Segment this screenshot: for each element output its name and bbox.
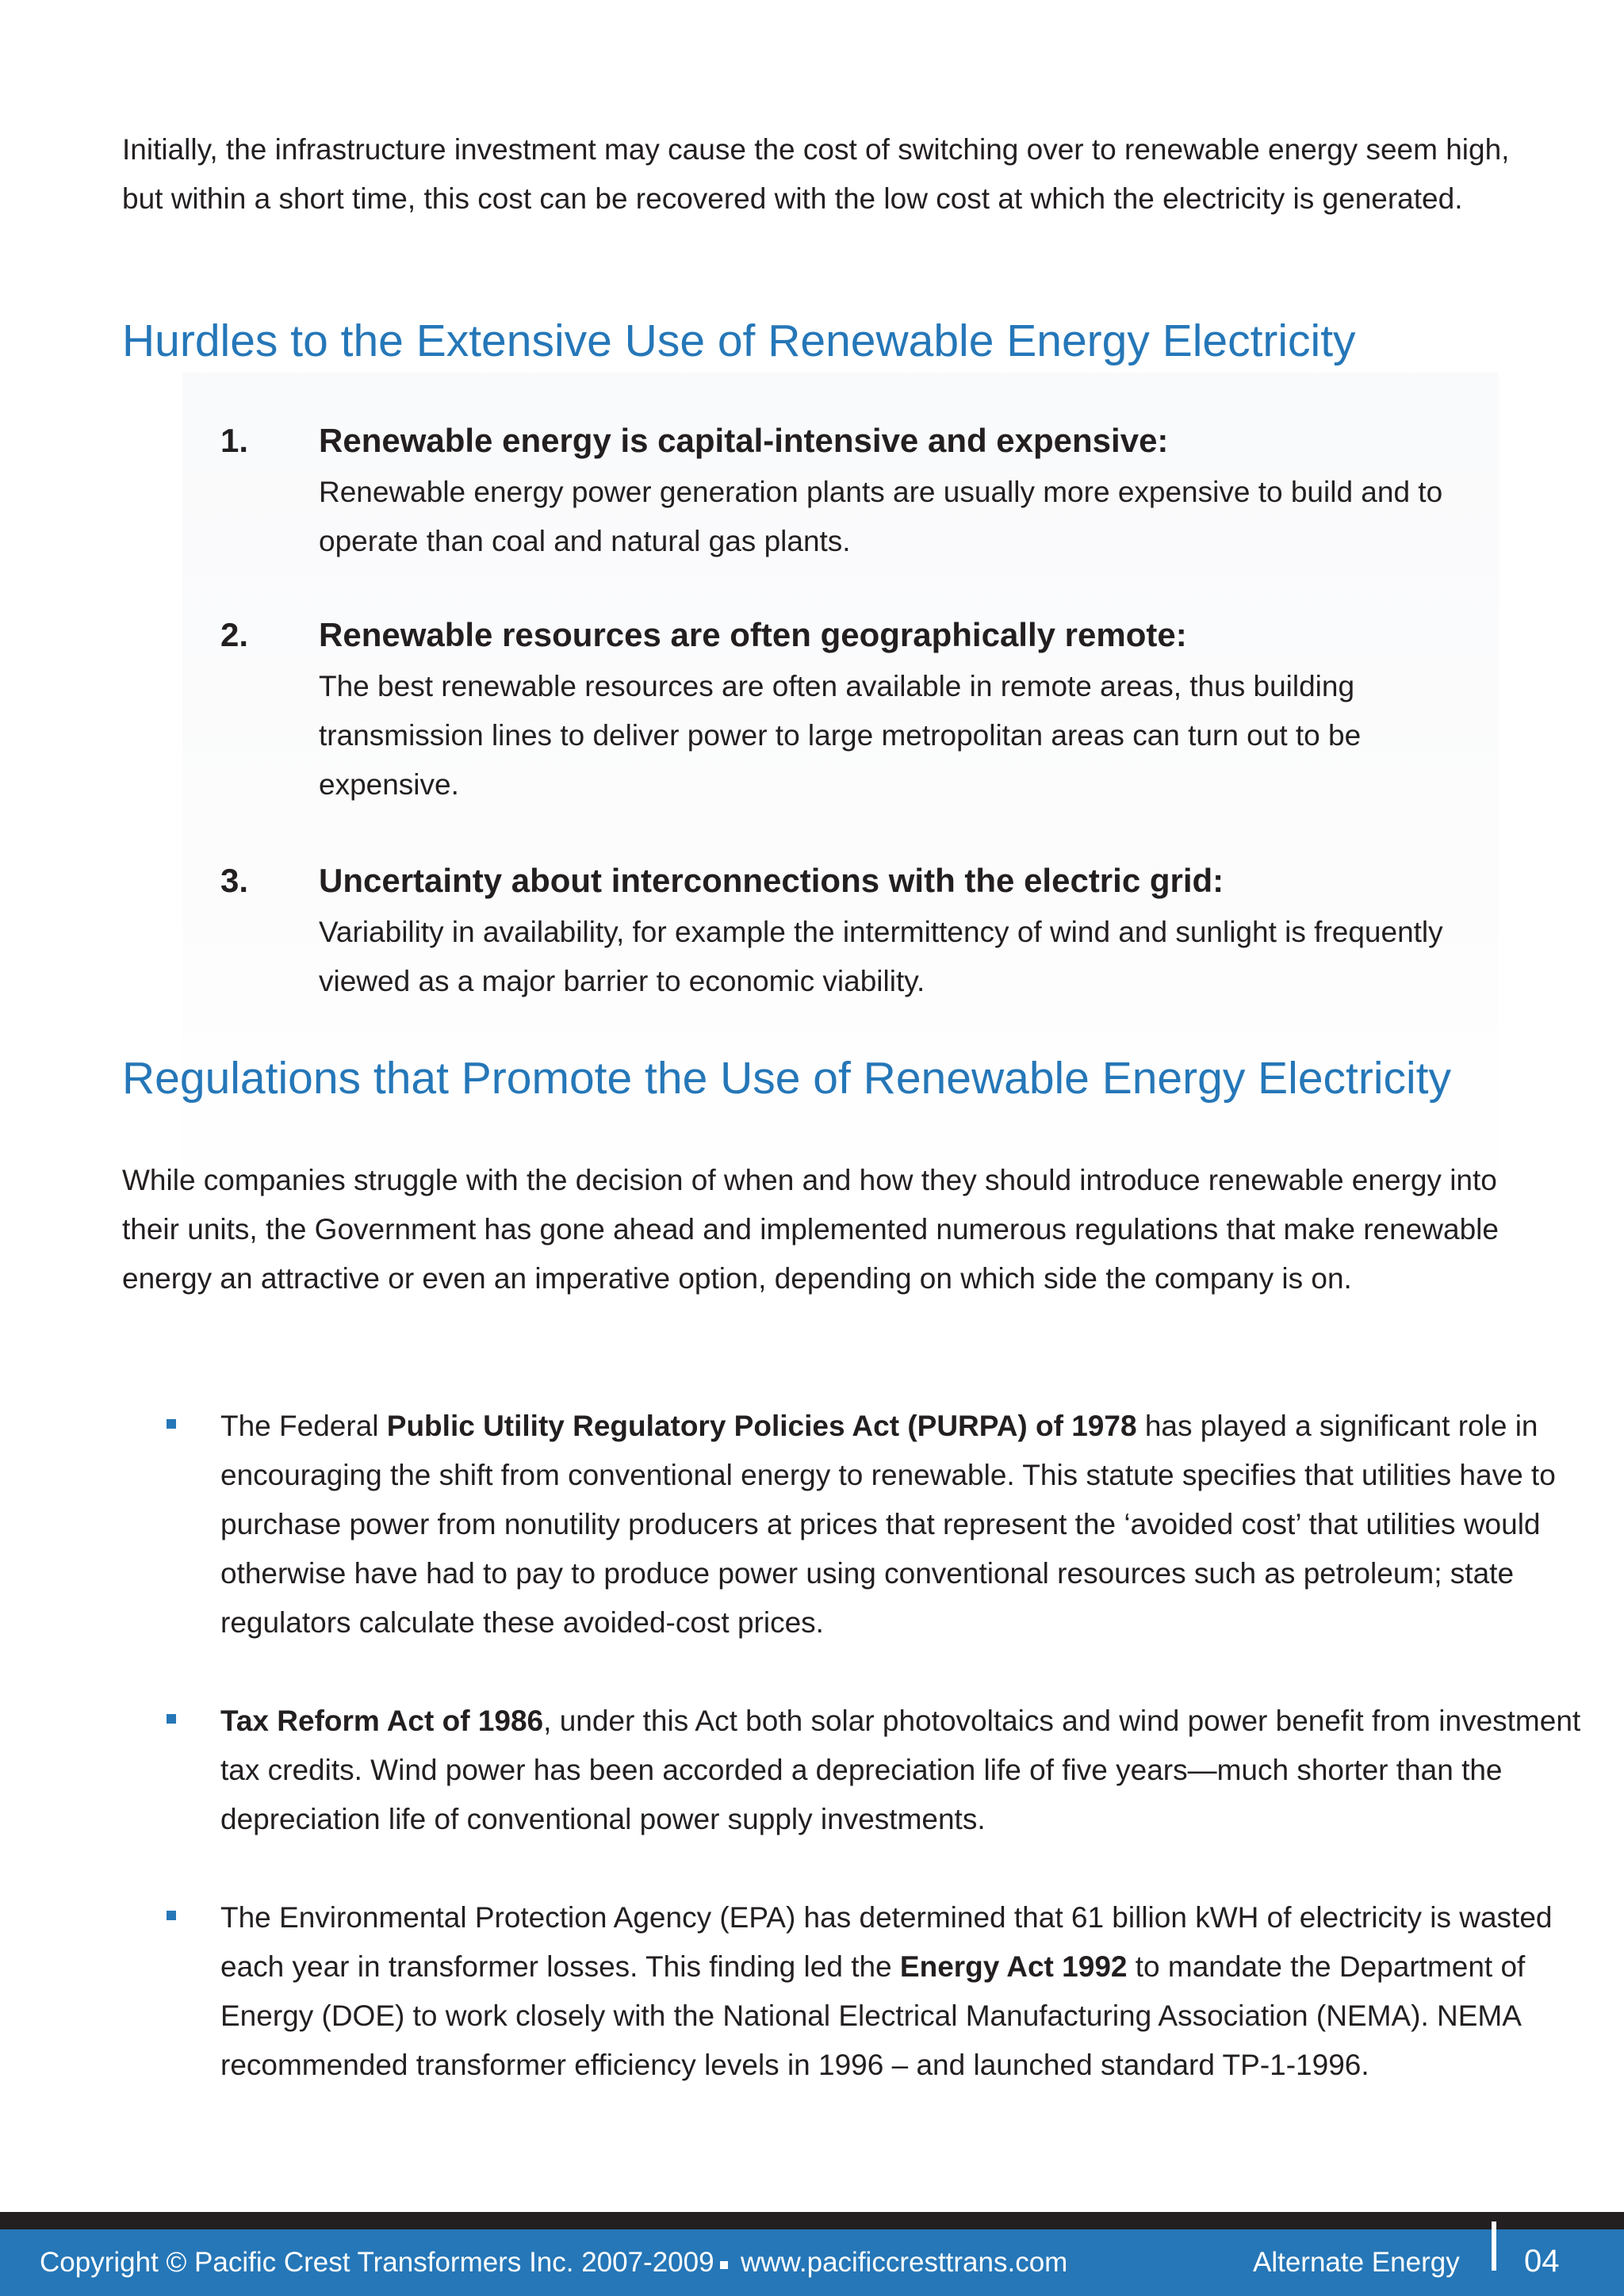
list-item-title: Uncertainty about interconnections with the electric grid: [319,862,1224,899]
intro-paragraph: Initially, the infrastructure investment may cause the cost of switching over to renewable energy seem high, but within a short time, this cost can be recovered with the low cost at which the electricity is generated. [122,133,1510,215]
bullet-text-post: to mandate the Department of Energy (DOE) to work closely with the National Electrical Manufacturing Association (NEMA). NEMA recommended transformer efficiency levels in 1996 – and launched standard TP-1-1996. [220,1950,1526,2081]
footer-copyright: Copyright © Pacific Crest Transformers Inc. 2007-2009 [40,2247,714,2278]
bullet-text [220,1893,1584,2090]
regulations-intro-paragraph: While companies struggle with the decision of when and how they should introduce renewable energy into their units, the Government has gone ahead and implemented numerous regulations that make renewable energy an attractive or even an imperative option, depending on which side the company is on. [122,1164,1499,1295]
footer-separator-icon [720,2261,728,2269]
footer-top-band [0,2212,1624,2229]
bullet-marker-icon [167,1714,176,1724]
page-footer [0,2229,1624,2296]
list-item-number: 1. [220,422,249,459]
list-item-body: Renewable energy power generation plants are usually more expensive to build and to operate than coal and natural gas plants. [319,476,1443,557]
hurdles-heading: Hurdles to the Extensive Use of Renewable Energy Electricity [122,316,1356,366]
footer-divider [1492,2221,1496,2271]
page-number: 04 [1524,2244,1560,2279]
bullet-text [220,1402,1584,1647]
list-item-title: Renewable resources are often geographically remote: [319,616,1187,653]
bullet-text-pre: The Environmental Protection Agency (EPA) has determined that 61 billion kWH of electricity is wasted each year in transformer losses. This finding led the [220,1901,1553,1983]
bullet-text-pre: The Federal [220,1410,387,1442]
bullet-text-post: has played a significant role in encouraging the shift from conventional energy to renewable. This statute specifies that utilities have to purchase power from nonutility producers at prices that represent the ‘avoided cost’ that utilities would otherwise have had to pay to produce power using conventional resources such as petroleum; state regulators calculate these avoided-cost prices. [220,1410,1556,1639]
bullet-marker-icon [167,1911,176,1920]
bullet-text-post: , under this Act both solar photovoltaics and wind power benefit from investment tax credits. Wind power has been accorded a depreciation life of five years—much shorter than the depreciation life of conventional power supply investments. [220,1705,1581,1835]
bullet-marker-icon [167,1419,176,1429]
list-item-body: Variability in availability, for example the intermittency of wind and sunlight is frequently viewed as a major barrier to economic viability. [319,916,1443,997]
regulations-heading: Regulations that Promote the Use of Renewable Energy Electricity [122,1053,1452,1104]
list-item-body: The best renewable resources are often available in remote areas, thus building transmission lines to deliver power to large metropolitan areas can turn out to be expensive. [319,670,1362,801]
footer-section-title: Alternate Energy [1253,2247,1460,2278]
bullet-text-bold: Tax Reform Act of 1986 [220,1705,544,1737]
list-item-number: 2. [220,616,249,653]
list-item-number: 3. [220,862,249,899]
bullet-text-bold: Energy Act 1992 [899,1950,1128,1983]
list-item-title: Renewable energy is capital-intensive and expensive: [319,422,1169,459]
footer-website-link[interactable]: www.pacificcresttrans.com [741,2247,1068,2278]
bullet-text [220,1697,1584,1844]
bullet-text-bold: Public Utility Regulatory Policies Act (PURPA) of 1978 [386,1410,1137,1442]
